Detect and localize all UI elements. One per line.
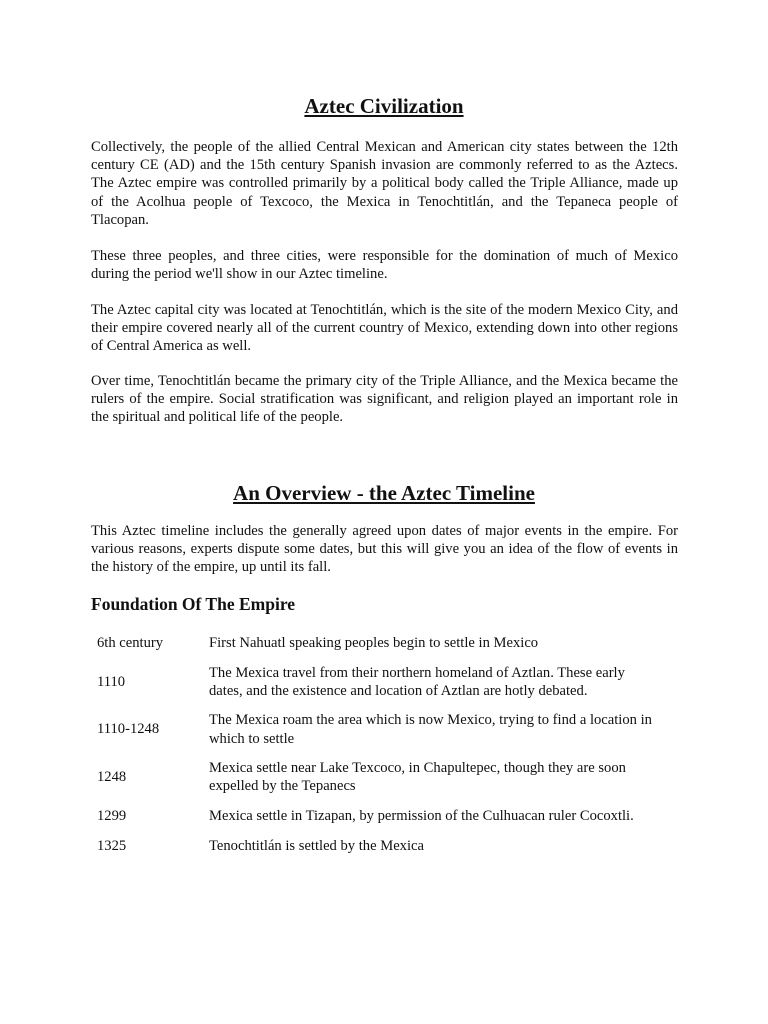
timeline-event: Mexica settle in Tizapan, by permission of the Culhuacan ruler Cocoxtli.: [209, 807, 634, 824]
overview-title: An Overview - the Aztec Timeline: [233, 481, 535, 505]
timeline-row: [91, 831, 691, 861]
timeline-row: [91, 628, 691, 658]
page-title: Aztec Civilization: [304, 94, 464, 118]
timeline-date: 1110: [97, 673, 126, 690]
timeline-date: 6th century: [97, 634, 164, 651]
timeline-event: Tenochtitlán is settled by the Mexica: [209, 837, 424, 854]
intro-paragraph-1: Collectively, the people of the allied Central Mexican and American city states between the 12th century CE (AD) and the 15th century Spanish invasion are commonly referred to as the Aztecs. The Aztec empire was controlled primarily by a political body called the Triple Alliance, made up of the Acolhua people of Texcoco, the Mexica in Tenochtitlán, and the Tepaneca people of Tlacopan.: [91, 139, 678, 228]
timeline-event: The Mexica travel from their northern homeland of Aztlan. These early dates, and the existence and location of Aztlan are hotly debated.: [209, 664, 625, 699]
intro-paragraph-2: These three peoples, and three cities, were responsible for the domination of much of Mexico during the period we'll show in our Aztec timeline.: [91, 248, 678, 283]
timeline-date: 1248: [97, 768, 127, 785]
timeline-date: 1110-1248: [97, 721, 160, 738]
intro-paragraph-3: The Aztec capital city was located at Tenochtitlán, which is the site of the modern Mexico City, and their empire covered nearly all of the current country of Mexico, extending down into other regions of Central America as well.: [91, 302, 678, 355]
timeline-event: The Mexica roam the area which is now Mexico, trying to find a location in which to settle: [209, 712, 652, 747]
timeline-row: [91, 753, 691, 801]
section-title: Foundation Of The Empire: [91, 594, 296, 614]
timeline-event: First Nahuatl speaking peoples begin to settle in Mexico: [209, 634, 539, 651]
intro-paragraph-4: Over time, Tenochtitlán became the primary city of the Triple Alliance, and the Mexica became the rulers of the empire. Social stratification was significant, and religion played an important role in the spiritual and political life of the people.: [91, 373, 678, 426]
timeline-row: [91, 801, 691, 831]
timeline-row: [91, 706, 691, 753]
timeline-event: Mexica settle near Lake Texcoco, in Chapultepec, though they are soon expelled by the Tepanecs: [209, 759, 626, 794]
timeline-row: [91, 658, 691, 706]
timeline-date: 1325: [97, 837, 127, 854]
timeline-date: 1299: [97, 807, 127, 824]
timeline-table: [91, 628, 691, 861]
overview-paragraph: This Aztec timeline includes the generally agreed upon dates of major events in the empire. For various reasons, experts dispute some dates, but this will give you an idea of the flow of events in the history of the empire, up until its fall.: [91, 523, 678, 576]
